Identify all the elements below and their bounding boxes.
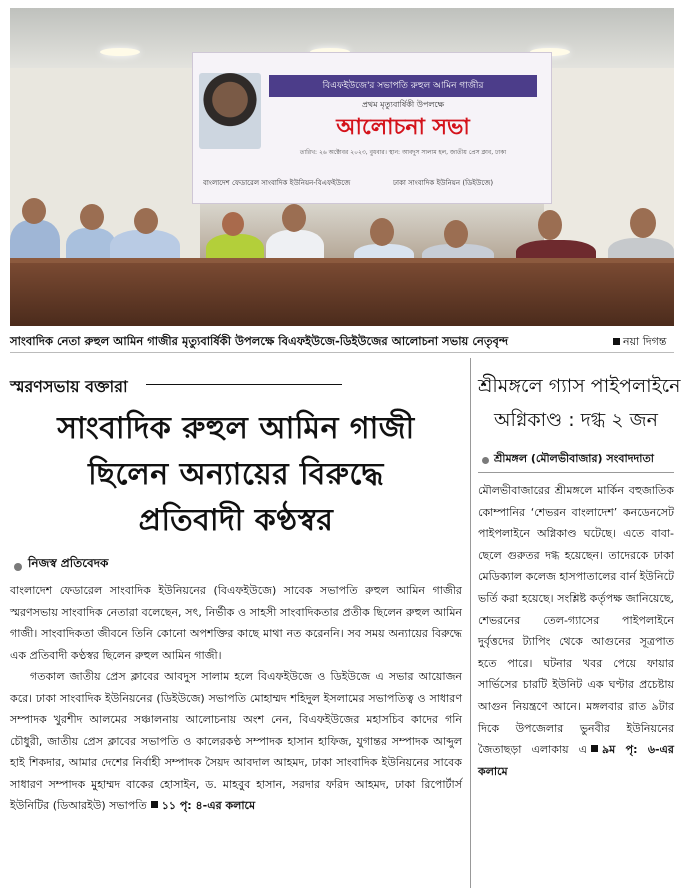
byline-rule [478, 472, 674, 473]
side-headline-line: শ্রীমঙ্গলে গ্যাস পাইপলাইনে [478, 375, 681, 397]
square-bullet-icon [591, 745, 598, 752]
news-photo [10, 8, 674, 326]
banner-main-title: আলোচনা সভা [336, 115, 470, 140]
headline-line: সাংবাদিক রুহুল আমিন গাজী [57, 411, 415, 446]
banner-organizer-right: ঢাকা সাংবাদিক ইউনিয়ন (ডিইউজে) [393, 179, 494, 187]
article-kicker: স্মরণসভায় বক্তারা [10, 377, 128, 396]
banner-top-line: বিএফইউজে'র সভাপতি রুহুল আমিন গাজীর [269, 75, 537, 97]
photo-credit: নয়া দিগন্ত [623, 335, 667, 348]
square-bullet-icon [151, 801, 158, 808]
photo-caption: সাংবাদিক নেতা রুহুল আমিন গাজীর মৃত্যুবার্ষিকী উপলক্ষে বিএফইউজে-ডিইউজের আলোচনা সভায় নেতৃবৃন্দ [10, 334, 509, 348]
person-head [444, 220, 468, 248]
article-body [10, 580, 462, 817]
bullet-icon [14, 563, 22, 571]
person-head [134, 208, 158, 234]
article-paragraph-text: গতকাল জাতীয় প্রেস ক্লাবের আবদুস সালাম হলে বিএফইউজে ও ডিইউজে এ সভার আয়োজন করে। ঢাকা সাংবাদিক ইউনিয়নের (ডিইউজে) সভাপতি মোহাম্মদ শহিদুল ইসলামের সভাপতিত্ব ও সাধারণ সম্পাদক খুরশীদ আলমের সঞ্চালনায় আলোচনায় অংশ নেন, বিএফইউজের মহাসচিব কাদের গনি চৌধুরী, জাতীয় প্রেস ক্লাবের সভাপতি ও কালেরকণ্ঠ সম্পাদক হাসান হাফিজ, যুগান্তর সম্পাদক আব্দুল হাই শিকদার, আমার দেশের নির্বাহী সম্পাদক সৈয়দ আবদাল আহমদ, ঢাকা সাংবাদিক ইউনিয়নের সাবেক সাধারণ সম্পাদক মুহাম্মদ বাকের হোসাইন, ড. মাহবুব হাসান, সরদার ফরিদ আহমদ, ঢাকা রিপোর্টার্স ইউনিটির (ডিআরইউ) সভাপতি [10, 670, 462, 812]
event-banner [192, 52, 552, 204]
person-head [538, 210, 562, 240]
person-head [222, 212, 244, 236]
banner-date-line: তারিখ: ২৬ অক্টোবর ২০২৩, বুধবার। স্থান: আবদুস সালাম হল, জাতীয় প্রেস ক্লাব, ঢাকা [299, 149, 507, 156]
person-head [370, 218, 394, 246]
continued-on-link[interactable]: ১১ পৃ: ৪-এর কলামে [161, 799, 256, 812]
article-paragraph: বাংলাদেশ ফেডারেল সাংবাদিক ইউনিয়নের (বিএফইউজে) সাবেক সভাপতি রুহুল আমিন গাজীর স্মরণসভায় সাংবাদিক নেতারা বলেছেন, সৎ, নির্ভীক ও সাহসী সাংবাদিকতার প্রতীক ছিলেন রুহুল আমিন গাজী। সাংবাদিকতা জীবনে তিনি কোনো অপশক্তির কাছে মাথা নত করেননি। সব সময় অন্যায়ের বিরুদ্ধে এক প্রতিবাদী কণ্ঠস্বর ছিলেন রুহুল আমিন গাজী। [10, 584, 462, 662]
banner-organizer-left: বাংলাদেশ ফেডারেল সাংবাদিক ইউনিয়ন-বিএফইউজে [203, 179, 351, 187]
article-byline: নিজস্ব প্রতিবেদক [28, 556, 109, 570]
square-bullet-icon [613, 338, 620, 345]
bullet-icon [482, 457, 489, 464]
person-head [630, 208, 656, 238]
article-paragraph [10, 666, 462, 817]
portrait-image [199, 73, 261, 149]
person-head [80, 204, 104, 230]
kicker-rule [146, 384, 342, 385]
side-article-byline: শ্রীমঙ্গল (মৌলভীবাজার) সংবাদদাতা [494, 452, 654, 465]
ceiling-light [100, 48, 140, 56]
article-paragraph [478, 480, 674, 782]
side-article-body [478, 480, 674, 782]
person-head [282, 204, 306, 232]
person-head [22, 198, 46, 224]
article-paragraph-text: মৌলভীবাজারের শ্রীমঙ্গলে মার্কিন বহুজাতিক কোম্পানির ‘শেভরন বাংলাদেশ’ কনডেনসেট পাইপলাইনে অগ্নিকাণ্ড ঘটেছে। এতে বাবা-ছেলে গুরুতর দগ্ধ হয়েছেন। তাদেরকে ঢাকা মেডিক্যাল কলেজ হাসপাতালের বার্ন ইউনিটে ভর্তি করা হয়েছে। সংশ্লিষ্ট কর্তৃপক্ষ জানিয়েছে, শেভরনের তেল-গ্যাসের পাইপলাইনে দুর্বৃত্তদের ট্যাপিং থেকে আগুনের সূত্রপাত হতে পারে। ঘটনার খবর পেয়ে ফায়ার সার্ভিসের চারটি ইউনিট এক ঘণ্টার প্রচেষ্টায় আগুন নিয়ন্ত্রণে আনে। মঙ্গলবার রাত ৯টার দিকে উপজেলার ভুনবীর ইউনিয়নের জৈতাছড়া এলাকায় এ [478, 484, 674, 757]
conference-table [10, 263, 674, 326]
headline-line: ছিলেন অন্যায়ের বিরুদ্ধে [88, 457, 384, 492]
headline-line: প্রতিবাদী কণ্ঠস্বর [138, 503, 334, 538]
side-headline-line: অগ্নিকাণ্ড : দগ্ধ ২ জন [494, 409, 658, 431]
continued-on-link[interactable]: ৯ম পৃ: ৬-এর কলামে [478, 743, 674, 778]
banner-sub-line: প্রথম মৃত্যুবার্ষিকী উপলক্ষে [361, 100, 445, 109]
photo-caption-bar [10, 330, 674, 353]
column-divider [470, 358, 471, 888]
